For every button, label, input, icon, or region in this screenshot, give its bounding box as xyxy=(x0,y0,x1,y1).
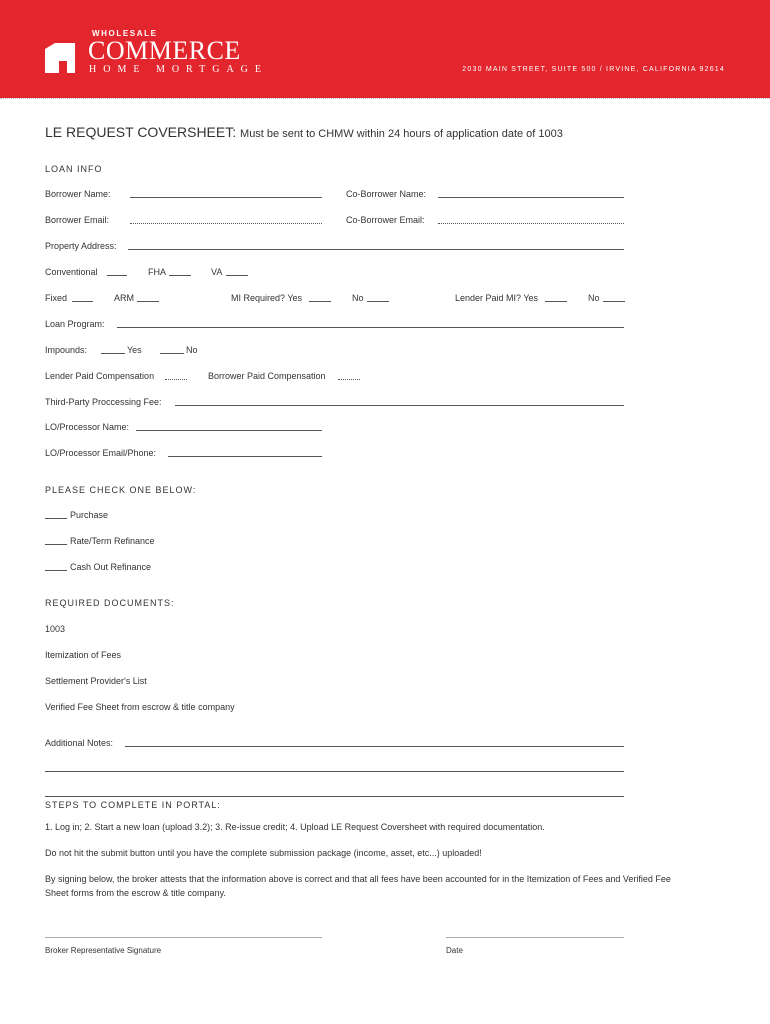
third-party-fee-field[interactable] xyxy=(175,405,624,406)
fixed-checkbox[interactable] xyxy=(72,301,93,302)
lender-paid-mi-label: Lender Paid MI? Yes xyxy=(455,293,539,303)
lo-processor-email-field[interactable] xyxy=(168,456,322,457)
impounds-no-checkbox[interactable] xyxy=(160,353,184,354)
logo-commerce: COMMERCE xyxy=(88,36,241,65)
logo-home-mortgage: HOME MORTGAGE xyxy=(89,64,269,75)
purchase-checkbox[interactable] xyxy=(45,518,67,519)
header-divider xyxy=(0,98,770,99)
additional-notes-line-3[interactable] xyxy=(45,796,624,797)
borrower-name-label: Borrower Name: xyxy=(45,189,111,199)
loan-program-field[interactable] xyxy=(117,327,624,328)
impounds-label: Impounds: xyxy=(45,345,88,355)
additional-notes-field[interactable] xyxy=(125,746,624,747)
purchase-label: Purchase xyxy=(70,510,109,520)
doc-item-1003: 1003 xyxy=(45,624,66,634)
page-title xyxy=(45,124,563,140)
borrower-name-field[interactable] xyxy=(130,197,322,198)
lo-processor-email-label: LO/Processor Email/Phone: xyxy=(45,448,157,458)
date-label: Date xyxy=(446,946,463,955)
va-label: VA xyxy=(211,267,223,277)
property-address-field[interactable] xyxy=(128,249,624,250)
impounds-no-label: No xyxy=(186,345,198,355)
mi-required-yes-checkbox[interactable] xyxy=(309,301,331,302)
fixed-label: Fixed xyxy=(45,293,68,303)
rate-term-refinance-checkbox[interactable] xyxy=(45,544,67,545)
va-checkbox[interactable] xyxy=(226,275,248,276)
borrower-email-field[interactable] xyxy=(130,223,322,224)
conventional-label: Conventional xyxy=(45,267,98,277)
borrower-paid-comp-checkbox[interactable] xyxy=(338,379,360,380)
fha-checkbox[interactable] xyxy=(169,275,191,276)
title-rest: Must be sent to CHMW within 24 hours of application date of 1003 xyxy=(240,128,563,140)
lender-paid-mi-no-label: No xyxy=(588,293,600,303)
doc-item-settlement: Settlement Provider's List xyxy=(45,676,147,686)
lender-paid-mi-no-checkbox[interactable] xyxy=(603,301,625,302)
doc-item-fee-sheet: Verified Fee Sheet from escrow & title company xyxy=(45,702,235,712)
doc-item-itemization: Itemization of Fees xyxy=(45,650,122,660)
broker-attestation: By signing below, the broker attests that the information above is correct and that all fees have been accounted for in the Itemization of Fees and Verified Fee Sheet forms from the escrow & title company. xyxy=(45,874,671,898)
cash-out-refinance-checkbox[interactable] xyxy=(45,570,67,571)
check-one-heading: PLEASE CHECK ONE BELOW: xyxy=(45,485,197,495)
lender-paid-comp-checkbox[interactable] xyxy=(165,379,187,380)
arm-checkbox[interactable] xyxy=(137,301,159,302)
co-borrower-name-label: Co-Borrower Name: xyxy=(346,189,427,199)
loan-program-label: Loan Program: xyxy=(45,319,105,329)
co-borrower-email-label: Co-Borrower Email: xyxy=(346,215,425,225)
co-borrower-email-field[interactable] xyxy=(438,223,624,224)
conventional-checkbox[interactable] xyxy=(107,275,127,276)
date-field[interactable] xyxy=(446,937,624,938)
impounds-yes-label: Yes xyxy=(127,345,142,355)
borrower-email-label: Borrower Email: xyxy=(45,215,110,225)
mi-no-label: No xyxy=(352,293,364,303)
required-docs-heading: REQUIRED DOCUMENTS: xyxy=(45,598,175,608)
rate-term-refinance-label: Rate/Term Refinance xyxy=(70,536,155,546)
steps-heading: STEPS TO COMPLETE IN PORTAL: xyxy=(45,800,221,810)
third-party-fee-label: Third-Party Proccessing Fee: xyxy=(45,397,162,407)
logo-wholesale: WHOLESALE xyxy=(92,29,158,38)
additional-notes-line-2[interactable] xyxy=(45,771,624,772)
broker-signature-field[interactable] xyxy=(45,937,322,938)
loan-info-heading: LOAN INFO xyxy=(45,164,103,174)
mi-no-checkbox[interactable] xyxy=(367,301,389,302)
page-header xyxy=(0,0,770,98)
house-logo-icon xyxy=(45,43,75,73)
lender-paid-comp-label: Lender Paid Compensation xyxy=(45,371,155,381)
borrower-paid-comp-label: Borrower Paid Compensation xyxy=(208,371,326,381)
co-borrower-name-field[interactable] xyxy=(438,197,624,198)
lo-processor-name-label: LO/Processor Name: xyxy=(45,422,130,432)
fha-label: FHA xyxy=(148,267,166,277)
cash-out-refinance-label: Cash Out Refinance xyxy=(70,562,152,572)
lo-processor-name-field[interactable] xyxy=(136,430,322,431)
company-address: 2030 MAIN STREET, SUITE 500 / IRVINE, CALIFORNIA 92614 xyxy=(462,66,725,73)
impounds-yes-checkbox[interactable] xyxy=(101,353,125,354)
lender-paid-mi-yes-checkbox[interactable] xyxy=(545,301,567,302)
mi-required-label: MI Required? Yes xyxy=(231,293,303,303)
broker-signature-label: Broker Representative Signature xyxy=(45,946,162,955)
submit-warning: Do not hit the submit button until you have the complete submission package (income, asset, etc...) uploaded! xyxy=(45,848,482,858)
arm-label: ARM xyxy=(114,293,134,303)
additional-notes-label: Additional Notes: xyxy=(45,738,114,748)
steps-text: 1. Log in; 2. Start a new loan (upload 3.2); 3. Re-issue credit; 4. Upload LE Request Coversheet with required documentation. xyxy=(45,822,545,832)
property-address-label: Property Address: xyxy=(45,241,117,251)
title-main: LE REQUEST COVERSHEET: xyxy=(45,124,237,140)
